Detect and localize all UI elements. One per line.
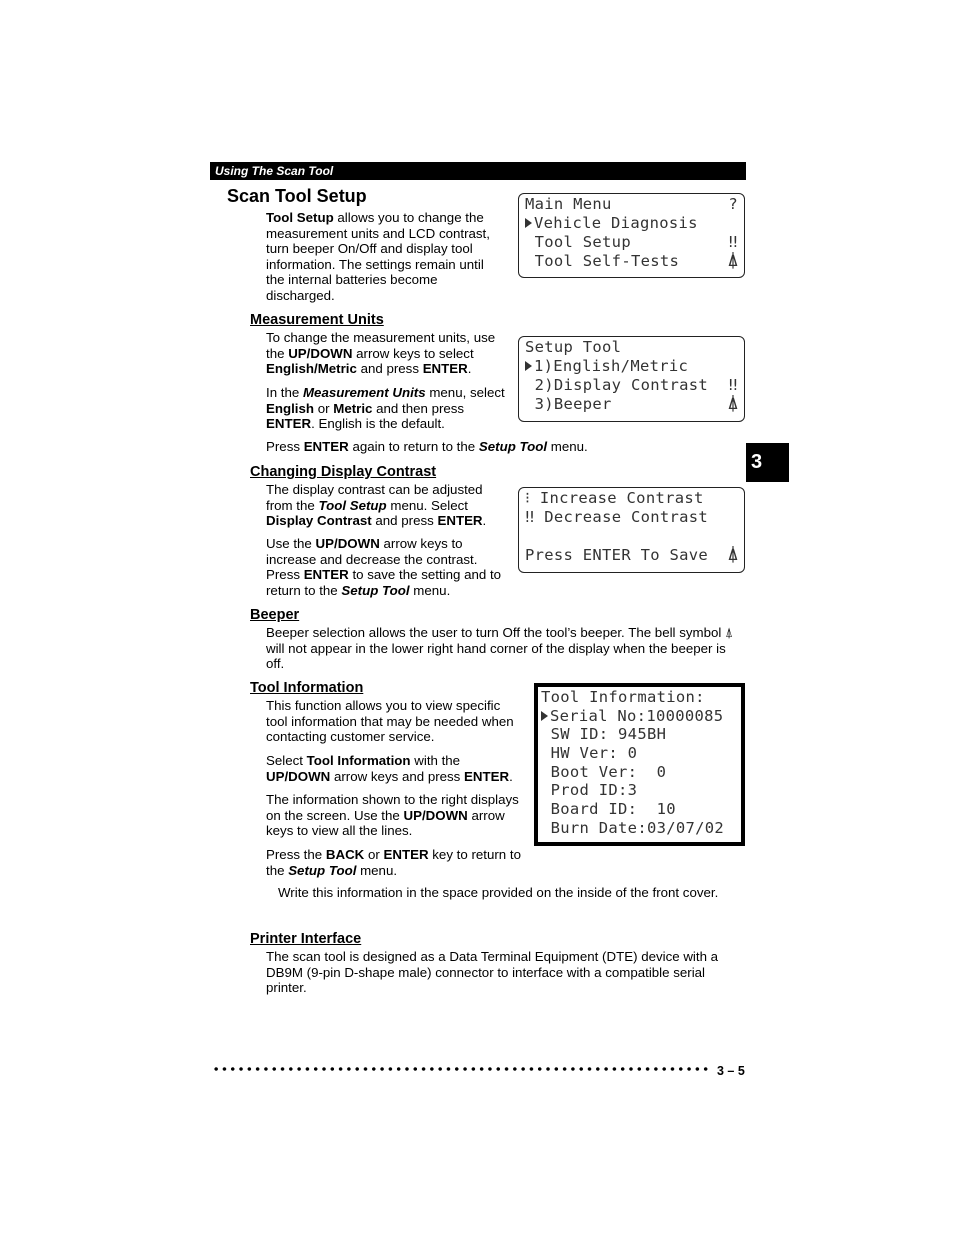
lcd-line: SW ID: 945BH <box>541 725 667 744</box>
lcd-line <box>525 527 738 546</box>
emphasis-text: UP/DOWN <box>403 807 468 823</box>
bell-icon: ⍋ <box>728 252 738 270</box>
lcd-line: 2)Display Contrast ‼ <box>525 376 738 394</box>
footer-dotted-rule <box>212 1063 708 1075</box>
body-text: arrow keys to view all the lines. <box>266 807 505 839</box>
body-text: Select <box>266 753 307 768</box>
body-text: arrow keys to select <box>352 345 474 361</box>
emphasis-text: UP/DOWN <box>315 536 380 551</box>
lcd-line: Burn Date:03/07/02 <box>541 818 725 837</box>
body-text: Press <box>266 439 304 454</box>
body-text: menu. <box>356 862 398 878</box>
selection-arrow-icon <box>525 361 532 371</box>
emphasis-text: ENTER <box>464 768 510 784</box>
body-text: The display contrast can be adjusted from the <box>266 482 483 513</box>
emphasis-text: ENTER <box>303 439 349 454</box>
body-text: In the <box>266 385 303 400</box>
body-text: menu. <box>409 582 451 598</box>
body-text: will not appear in the lower right hand corner of the display when the beeper is off. <box>266 640 726 672</box>
emphasis-text: BACK <box>325 847 365 862</box>
emphasis-text: Measurement Units <box>302 385 426 400</box>
emphasis-text: English/Metric <box>266 361 357 377</box>
emphasis-text: English <box>266 400 315 416</box>
section-title: Scan Tool Setup <box>227 186 367 206</box>
body-text: allows you to change the measurement units and LCD contrast, turn beeper On/Off and display tool information. The settings remain until the internal batteries become discharged. <box>266 210 490 303</box>
body-text: again to return to the <box>348 439 479 454</box>
display-contrast-p1 <box>266 482 508 529</box>
lcd-line: ‼ Decrease Contrast <box>525 508 709 526</box>
emphasis-text: Tool Setup <box>318 497 387 513</box>
body-text: . <box>467 361 472 377</box>
body-text: Use the <box>266 536 316 551</box>
lcd-line: Setup Tool <box>525 338 622 356</box>
selection-arrow-icon <box>525 218 532 228</box>
bell-icon: ⍋ <box>728 546 738 564</box>
chapter-number: 3 <box>751 451 763 473</box>
emphasis-text: Display Contrast <box>266 513 372 529</box>
measurement-units-p2 <box>266 385 508 432</box>
chapter-tab <box>746 443 789 482</box>
lcd-line: 1)English/Metric <box>525 357 738 376</box>
measurement-units-p1 <box>266 330 508 377</box>
emphasis-text: UP/DOWN <box>288 345 353 361</box>
body-text: menu, select <box>425 385 505 400</box>
beeper-heading: Beeper <box>250 607 300 623</box>
body-text: The information shown to the right displays on the screen. Use the <box>266 792 519 823</box>
intro-paragraph <box>266 210 504 304</box>
emphasis-text: Tool Information <box>306 753 411 768</box>
bell-icon: ⍋ <box>728 395 738 413</box>
help-icon: ? <box>728 195 738 213</box>
body-text: Beeper selection allows the user to turn Off the tool’s beeper. The bell symbol <box>266 625 726 640</box>
body-text: and press <box>356 361 423 377</box>
body-text: to save the setting and to return to the <box>266 567 502 598</box>
emphasis-text: ENTER <box>303 567 349 583</box>
emphasis-text: UP/DOWN <box>266 768 331 784</box>
tool-information-p4 <box>266 847 528 878</box>
lcd-contrast <box>518 487 745 573</box>
lcd-setup-tool <box>518 336 745 422</box>
emphasis-text: Metric <box>333 400 373 416</box>
lcd-line: Vehicle Diagnosis <box>525 214 738 233</box>
running-title: Using The Scan Tool <box>215 164 334 178</box>
body-text: menu. <box>547 439 588 454</box>
body-text: with the <box>410 753 461 768</box>
lcd-main-menu <box>518 193 745 278</box>
emphasis-text: Setup Tool <box>288 862 357 878</box>
tool-information-note: Write this information in the space provided on the inside of the front cover. <box>278 885 719 900</box>
lcd-line: Boot Ver: 0 <box>541 762 667 781</box>
body-text: ⍋ <box>725 625 733 640</box>
lcd-tool-information <box>534 683 745 846</box>
body-text: menu. Select <box>386 497 468 513</box>
body-text: To change the measurement units, use the <box>266 330 496 361</box>
body-text: This function allows you to view specific tool information that may be needed when contacting customer service. <box>266 698 514 745</box>
display-contrast-heading: Changing Display Contrast <box>250 464 437 480</box>
up-down-arrows-icon: ‼ <box>728 376 738 394</box>
lcd-line: Main Menu ? <box>525 195 738 213</box>
body-text: arrow keys and press <box>330 768 465 784</box>
up-arrow-icon: ⁝ <box>525 489 531 507</box>
body-text: arrow keys to increase and decrease the contrast. Press <box>266 536 478 583</box>
emphasis-text: Setup Tool <box>341 582 410 598</box>
lcd-line: Tool Self-Tests ⍋ <box>525 252 738 270</box>
body-text: and then press <box>372 400 465 416</box>
lcd-line: Serial No:10000085 <box>541 707 738 726</box>
up-down-arrows-icon: ‼ <box>728 233 738 251</box>
emphasis-text: Tool Setup <box>266 210 334 225</box>
lcd-line: Press ENTER To Save ⍋ <box>525 546 738 564</box>
tool-information-p2 <box>266 753 524 784</box>
body-text: . English is the default. <box>311 416 445 432</box>
tool-information-heading: Tool Information <box>250 680 364 696</box>
tool-information-p3 <box>266 792 524 839</box>
running-header <box>210 162 746 180</box>
body-text: and press <box>371 513 438 529</box>
emphasis-text: ENTER <box>422 361 468 377</box>
selection-arrow-icon <box>541 711 548 721</box>
beeper-p1 <box>266 625 744 672</box>
lcd-line: Tool Information: <box>541 688 705 706</box>
display-contrast-p2 <box>266 536 508 598</box>
emphasis-text: ENTER <box>266 416 312 432</box>
body-text: Press the <box>266 847 326 862</box>
lcd-line: Prod ID:3 <box>541 781 638 800</box>
body-text: . <box>509 768 513 784</box>
lcd-line: ⁝ Increase Contrast <box>525 489 704 507</box>
body-text: key to return to the <box>266 847 521 878</box>
lcd-line: HW Ver: 0 <box>541 744 638 763</box>
lcd-line: 3)Beeper ⍋ <box>525 395 738 413</box>
body-text: or <box>314 400 334 416</box>
body-text: . <box>482 513 487 529</box>
tool-information-p1 <box>266 698 524 745</box>
measurement-units-heading: Measurement Units <box>250 312 384 328</box>
down-arrow-icon: ‼ <box>525 508 535 526</box>
page-number: 3 – 5 <box>717 1064 745 1078</box>
body-text: or <box>364 847 384 862</box>
printer-interface-p1: The scan tool is designed as a Data Terminal Equipment (DTE) device with a DB9M (9-pin D-shape male) connector to interface with a compatible serial printer. <box>266 949 719 996</box>
lcd-line: Tool Setup ‼ <box>525 233 738 251</box>
measurement-units-p3 <box>266 439 736 455</box>
emphasis-text: Setup Tool <box>478 439 548 454</box>
emphasis-text: ENTER <box>437 513 483 529</box>
emphasis-text: ENTER <box>383 847 429 862</box>
printer-interface-heading: Printer Interface <box>250 931 362 947</box>
lcd-line: Board ID: 10 <box>541 800 676 819</box>
